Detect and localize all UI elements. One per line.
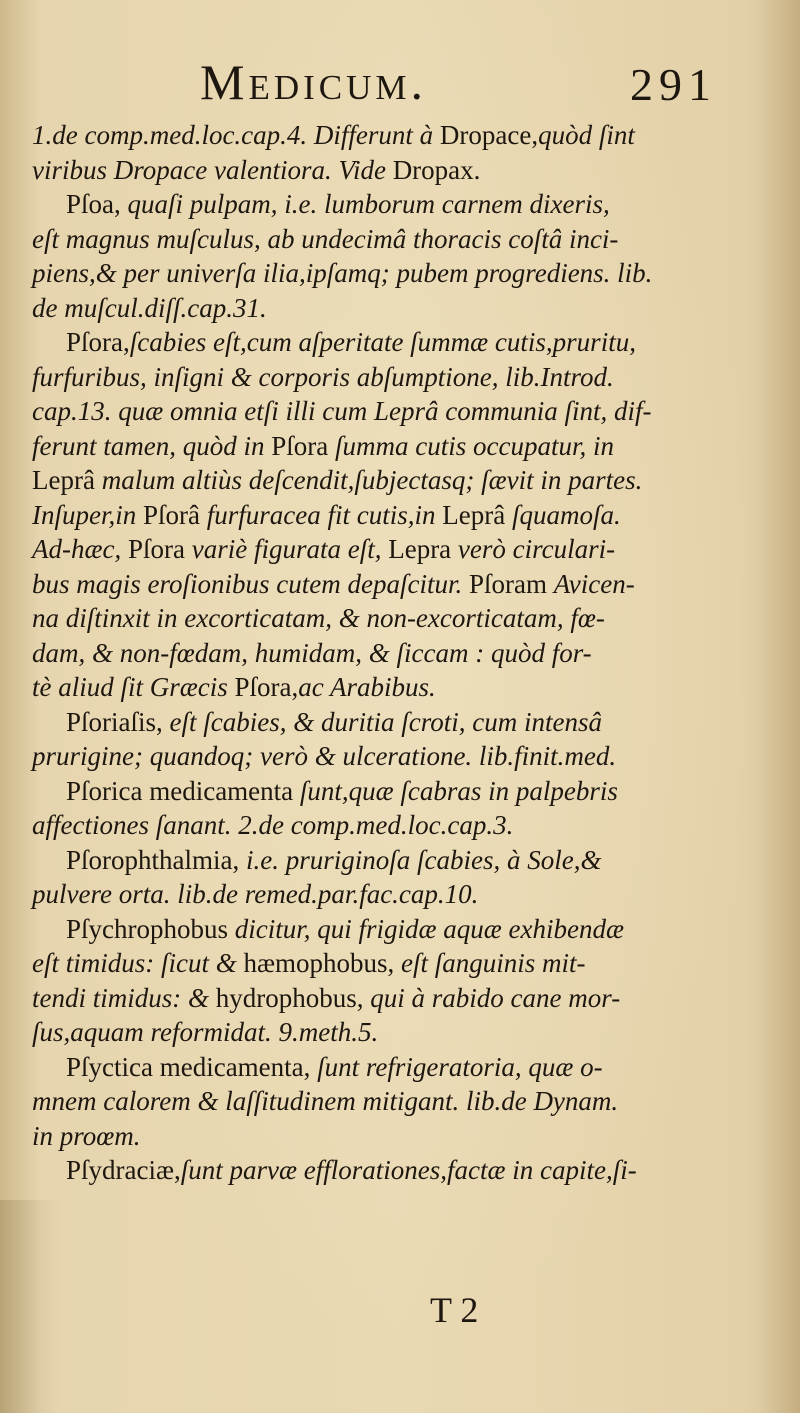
italic-text-segment: Avicen- — [553, 568, 635, 599]
text-line — [32, 118, 772, 153]
text-line — [32, 912, 772, 947]
italic-text-segment: dicitur, qui frigidæ aquæ exhibendæ — [234, 913, 624, 944]
roman-text-segment: Pſoram — [468, 568, 554, 599]
text-line — [32, 532, 772, 567]
text-line — [32, 256, 772, 291]
italic-text-segment: in proœm. — [32, 1120, 141, 1151]
text-line — [32, 808, 772, 843]
roman-text-segment: Pſyctica medicamenta, — [66, 1051, 318, 1082]
paper-stain — [0, 1200, 60, 1413]
italic-text-segment: affectiones ſanant. 2.de comp.med.loc.cap.3. — [32, 810, 514, 840]
text-line — [32, 222, 772, 257]
roman-text-segment: hydrophobus, — [215, 982, 371, 1013]
text-line — [32, 705, 772, 740]
text-line — [32, 429, 772, 464]
italic-text-segment: prurigine; quandoq; verò & ulceratione. lib.finit.med. — [32, 741, 617, 771]
text-line — [32, 636, 772, 671]
running-title: Medicum. — [200, 54, 428, 110]
italic-text-segment: ſquamoſa. — [511, 499, 621, 530]
text-line — [32, 360, 772, 395]
italic-text-segment: na diſtinxit in excorticatam, & non-excorticatam, fœ- — [32, 603, 605, 633]
italic-text-segment: ſunt parvæ efflorationes,factæ in capite,ſi- — [180, 1155, 637, 1185]
italic-text-segment: ſunt refrigeratoria, quæ o- — [317, 1051, 603, 1082]
text-line — [32, 394, 772, 429]
text-line — [32, 567, 772, 602]
roman-text-segment: Pſora, — [234, 672, 299, 702]
italic-text-segment: Ad-hæc, — [32, 534, 128, 564]
italic-text-segment: malum altiùs deſcendit,ſubjectasq; ſævit in partes. — [101, 465, 643, 495]
italic-text-segment: Inſuper,in — [32, 499, 143, 530]
roman-text-segment: Dropace, — [439, 120, 539, 150]
italic-text-segment: verò circulari- — [457, 534, 616, 564]
text-body — [32, 118, 772, 1188]
text-line — [32, 877, 772, 912]
italic-text-segment: tè aliud ſit Græcis — [32, 672, 235, 702]
roman-text-segment: hæmophobus, — [243, 948, 402, 978]
roman-text-segment: Pſorica medicamenta — [66, 775, 300, 806]
italic-text-segment: de muſcul.diſſ.cap.31. — [32, 292, 267, 323]
italic-text-segment: bus magis eroſionibus cutem depaſcitur. — [32, 568, 469, 599]
text-line — [32, 981, 772, 1016]
italic-text-segment: 1.de comp.med.loc.cap.4. Differunt à — [32, 120, 440, 150]
roman-text-segment: Pſora — [271, 430, 335, 461]
text-line — [32, 670, 772, 705]
italic-text-segment: i.e. pruriginoſa ſcabies, à Sole,& — [245, 844, 602, 875]
italic-text-segment: quòd ſint — [538, 120, 635, 150]
text-line — [32, 774, 772, 809]
italic-text-segment: furfuracea fit cutis,in — [206, 499, 443, 530]
italic-text-segment: variè figurata eſt, — [191, 534, 389, 564]
italic-text-segment: eſt ſanguinis mit- — [401, 948, 586, 978]
italic-text-segment: ferunt tamen, quòd in — [32, 430, 272, 461]
text-line — [32, 946, 772, 981]
text-line — [32, 153, 772, 188]
text-line — [32, 1153, 772, 1188]
italic-text-segment: pulvere orta. lib.de remed.par.fac.cap.10. — [32, 879, 479, 909]
roman-text-segment: Pſychrophobus — [66, 913, 235, 944]
italic-text-segment: ſumma cutis occupatur, in — [334, 430, 614, 461]
italic-text-segment: furfuribus, inſigni & corporis abſumptione, lib.Introd. — [32, 361, 614, 392]
roman-text-segment: Leprâ — [442, 499, 512, 530]
italic-text-segment: tendi timidus: & — [32, 982, 216, 1013]
italic-text-segment: ſunt,quæ ſcabras in palpebris — [299, 775, 618, 806]
italic-text-segment: quaſi pulpam, i.e. lumborum carnem dixeris, — [127, 189, 610, 219]
text-line — [32, 325, 772, 360]
roman-text-segment: Pſoa, — [66, 189, 128, 219]
roman-text-segment: Pſora — [127, 534, 192, 564]
text-line — [32, 1015, 772, 1050]
roman-text-segment: Pſoriaſis, — [66, 706, 170, 737]
italic-text-segment: eſt magnus muſculus, ab undecimâ thoracis coſtâ inci- — [32, 223, 619, 254]
text-line — [32, 739, 772, 774]
roman-text-segment: Pſorophthalmia, — [66, 844, 246, 875]
italic-text-segment: dam, & non-fœdam, humidam, & ſiccam : quòd for- — [32, 637, 592, 668]
roman-text-segment: Pſydraciæ, — [66, 1155, 181, 1185]
text-line — [32, 1050, 772, 1085]
signature-mark: T 2 — [430, 1290, 479, 1330]
roman-text-segment: Pſora, — [66, 327, 130, 357]
italic-text-segment: ac Arabibus. — [298, 672, 436, 702]
text-line — [32, 187, 772, 222]
text-line — [32, 843, 772, 878]
page-number: 291 — [630, 59, 717, 110]
italic-text-segment: eſt ſcabies, & duritia ſcroti, cum intensâ — [169, 706, 602, 737]
roman-text-segment: Leprâ — [32, 465, 102, 495]
roman-text-segment: Pſorâ — [143, 499, 207, 530]
roman-text-segment: Lepra — [388, 534, 458, 564]
roman-text-segment: Dropax. — [392, 154, 481, 185]
italic-text-segment: eſt timidus: ſicut & — [32, 948, 244, 978]
text-line — [32, 498, 772, 533]
text-line — [32, 291, 772, 326]
italic-text-segment: ſus,aquam reformidat. 9.meth.5. — [32, 1017, 379, 1047]
page-header — [0, 52, 800, 112]
italic-text-segment: mnem calorem & laſſitudinem mitigant. lib.de Dynam. — [32, 1086, 619, 1116]
italic-text-segment: ſcabies eſt,cum aſperitate ſummæ cutis,pruritu, — [129, 327, 636, 357]
text-line — [32, 1119, 772, 1154]
italic-text-segment: qui à rabido cane mor- — [370, 982, 621, 1013]
text-line — [32, 463, 772, 498]
text-line — [32, 601, 772, 636]
italic-text-segment: cap.13. quæ omnia etſi illi cum Leprâ communia ſint, dif- — [32, 396, 652, 426]
text-line — [32, 1084, 772, 1119]
italic-text-segment: viribus Dropace valentiora. Vide — [32, 154, 393, 185]
italic-text-segment: piens,& per univerſa ilia,ipſamq; pubem progrediens. lib. — [32, 258, 653, 288]
